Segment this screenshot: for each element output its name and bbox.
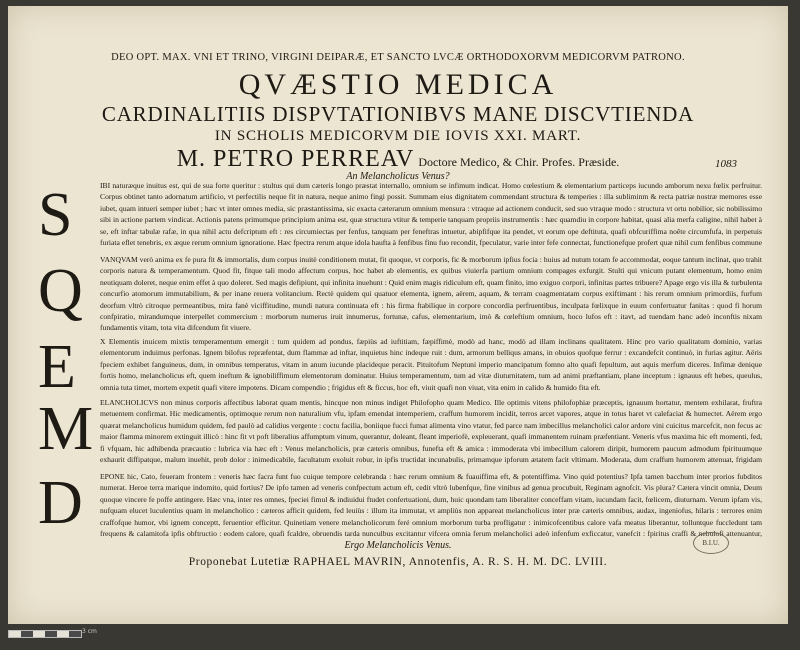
paragraph-4: ELANCHOLICVS non minus corporis affectibus laborat quam mentis, hincque non minus indiget Philofopho quam Medico. Ille optimis vitens philofophiæ præceptis, ignauum hortatur, mentem exhilarat, fruftra metuentem confirmat. Hic medicamentis, optimoque rerum non naturalium vfu, ipfam emendat intemperiem, craffum humorem incidit, terros arcet vapores, atque in totus haret vt calefaciat & humectet. Aërem ergo quærat melancholicus humidum quidem, fed paulò ad calidius vergente : coctu facilia, boniique fucci fumat alimenta vino vtatur, fed parce nam imbecillus melancholici calor ardore vini cuicitus marcefcit, non fecus ac maior flamma minorem extinguit illicò : hinc fit vt poft liberalius affumptum vinum, querantur, doleant, fleant imperiofè, expleuerant, quafi immanentem ruinam præfentiant. Veneris vfus maxima hic eft momenti, fed, fi vfquam, hic adhibenda præcautio : lubrica via hæc eft : Venus melancholicis, præ cæteris omnibus, funefta eft & amica : immoderata vbi imbecillum calorem diripit, humorem paucum admodum fpirituumque exhaurit diffipatque, malum inuehit, prob dolor : inimedicabile, facultatum exoluit robur, in ipfis tructidat incunabulis, primamque ipforum ætatem facit vltimam. Moderata, dum craffum humorem attenuat, frigidam [100, 398, 762, 465]
library-stamp: B.I.U. [693, 532, 729, 554]
page-number: 1083 [715, 158, 737, 170]
document-page [8, 6, 788, 624]
drop-cap-q: Q [38, 257, 83, 325]
drop-cap-m: M [38, 395, 94, 463]
preses-role: Doctore Medico, & Chir. Profes. Præside. [418, 155, 620, 169]
preses-name: M. PETRO PERREAV [176, 146, 415, 172]
drop-cap-s: S [38, 181, 73, 249]
scale-bar [8, 630, 82, 638]
page-title: QVÆSTIO MEDICA [238, 68, 558, 101]
drop-cap-d: D [38, 469, 83, 537]
paragraph-1: IBI naturæque inuitus est, qui de sua forte queritur : stultus qui dum cæteris longo præstat internallo, omnium se infimum indicat. Homo cœlestium & elementarium particeps iucundo amborum nexu fœlix perfruitur. Corpus obtinet tanto adornatum artificio, vt perfectilis neque fit in natura, neque animo fingi possit. Summam eius dignitatem commendant structura & temperies : illa subliminm & recta patriæ nostræ memores esse iubet, quam intueri semper iubet ; hæc vt inter omnes media, sic præstantissima, sic exacta cæterarum omnium mensura : vtraque ad actionem conducit, sed suo vtraque modo : structura vt ortu nobilior, sic nobilissimo sibi in actione partem vindicat. Actionis patens primumque principium anima est, quæ structura vtitur & temperie tanquam propriis instrumentis : hæc quamdiu in corpore habitat, quasi alia merfa caligine, nihil habet à se, eft inftar tabulæ rafæ, in qua nihil actu defcriptum eft : res circumiectas per fenfus, tanquam per feneftras intuetur, abipfifque ita pendet, vt eorum ope deftituta, quafi obfcuriffima noête circumfufa, in perpetuis furiata eflet tenebris, ex æque rerum omnium ignoratione. Hæc fpectra rerum atque idola haufta à fenfibus finu fuo recondit, fpeculatur, varie inter fefe connectat, functionefque profert quæ nihil cum fenfibus commune [100, 181, 762, 248]
dedication-line: DEO OPT. MAX. VNI ET TRINO, VIRGINI DEIPARÆ, ET SANCTO LVCÆ ORTHODOXORVM MEDICORVM PATRONO. [111, 52, 685, 63]
preses-line [8, 146, 788, 173]
subtitle-line-2: IN SCHOLIS MEDICORVM DIE IOVIS XXI. MART. [214, 128, 582, 144]
paragraph-5: EPONE hic, Cato, feueram frontem : veneris hæc facra funt fuo cuique tempore celebranda : hæc rerum omnium & fuauiffima eft, & potentiffima. Vino quid potentius? Ipfa tamen bacchum inter prorios fubditos numerat. Heroe terra marique indomito, quid fortius? De ipfo tamen ad veneris confpectum actum eft, cedit vltrò lubenfque, fine vinibus ad genua procubuit, Reginam agnofcit. Vis plura? Cætera vincit omnia, Deum quoque vincere fe poffe antingere. Hæc vna, inter res omnes, fpeciei fimul & indiuidui ftudet confertuationi, dum, huic quondam tam liberaliter conceffam vitam, iucundam facit, fœlicem, diuturnam. Verum ipfam vis, nufquam elucet luculentius quam in melancholico : cæteros afficit quidem, fed leuiùs : illum ita immutat, vt ampliùs non appareat melancholicus inter præ cæteris omnibus, audax, ingeniofus, hilaris : terrores enim craffofque humor, vbi ignem conceptt, feruentior efficitur. Quinetiam venere melancholicorum feré omnium morborum turba profligatur : inimicofcentibus calore vafa meatus liberantur, tolluntque fuccledunt tam frequens & calamitofa ipfis obftructio : eodem calore, quafi fcaldre, obruendis tarda nunculbus excitantur vifcera omnia ferum melancholici adeò infenfum exficcatur, vanefcit : fpiritus craffi & nebulofi attenuantur, [100, 472, 762, 539]
footer-imprint: Proponebat Lutetiæ RAPHAEL MAVRIN, Annotenfis, A. R. S. H. M. DC. LVIII. [188, 556, 608, 568]
subtitle-line-1: CARDINALITIIS DISPVTATIONIBVS MANE DISCVTIENDA [101, 102, 695, 126]
scale-label: 3 cm [82, 628, 97, 635]
paragraph-2: VANQVAM verò anima ex fe pura fit & immortalis, dum corpus inuitè conditionem mutat, fit quoque, vt corporis, fic & morborum ipfius focia : huius ad nutum totam fe accommodat, eoque tantum inclinat, quo trahit corporis natura & temperamentum. Quod fit, fitque tali modo affectum corpus, hoc habet ab elementis, ex quibus viuierfa partium omnium compages exfurgit. Stulti qui vnicum putant elementum, homo enim neutiquam doleret, neque enim effet à quo doleret. Sed magis defipiunt, qui infinita inuehunt : Quid enim magis ridiculum eft, quam finito, imo exiguo corpori, infinitas partes tribuere? Apage ergo vis illa & turbulenta concurfio atomorum immutabilium, & per inane reuera volitancium. Rectè quidem qui quatuor elementa, ignem, aërem, aquam, & terram coagmentatam corpus exiftimant : his rerum omnium primordiis, furfum deorfum vltrò citroque permeantibus, mira fanè viciffitudine, mundi natura continuata eft : his firma ftabilique in corpore concordia perfruentibus, inculpata fœlixque in euum confertuatur fanitas : quod fi horum confpiratio, mirandumque interpellet commercium : morborum numerus iruit innumerus, fortunæ, cafus, elementarium, imò & cœleftium omnium, hoco lufos eft : itavt, ad tuendam hanc adeò inconftis nixam fundamentis vitam, tota vita difcendum fit viuere. [100, 255, 762, 333]
conclusion-line: Ergo Melancholicis Venus. [344, 540, 452, 551]
paragraph-3: X Elementis inuicem mixtis temperamentum emergit : tum quidem ad pondus, fæpiùs ad iuftitiam, fæpiffimè, modò ad hanc, modò ad illam inclinans qualitatem. Hinc pro vario qualitatum dominio, varias elementorum induimus perfonas. Ignem bilofus repræfentat, dum flammæ ad inftar, inquietus hinc indeque ruit : dum, armorum belliqus amans, in obuios quofque ferrur : excandefcit continuò, in furias agitur. Aëris fpeciem exhibet fanguineus, dum, in omnibus temperatus, vitam in anum iucunde placideque peracit. Pituitofum Neptuni imperio mancipatum fomno alto quafi fepultum, aut aquis merfum diceres. Infimæ denique fortis homo, melancholicus eft, quem ineftum & ignobiliffimum elementorum dominatur. Huius temperamentum, tum ad vitæ diuturnitatem, tum ad animi præftantiam, plane inceptum : ignauus eft hebes, queulus, omnia tuta timet, mortem expetit quafi vitere impotens. Dicam compendio ; frigidus eft & ficcus, hoc eft, viuit quafi non viuat, vita enim in calido & humido fita eft. [100, 337, 762, 392]
drop-cap-e: E [38, 333, 76, 401]
question-heading: An Melancholicus Venus? [346, 171, 450, 182]
